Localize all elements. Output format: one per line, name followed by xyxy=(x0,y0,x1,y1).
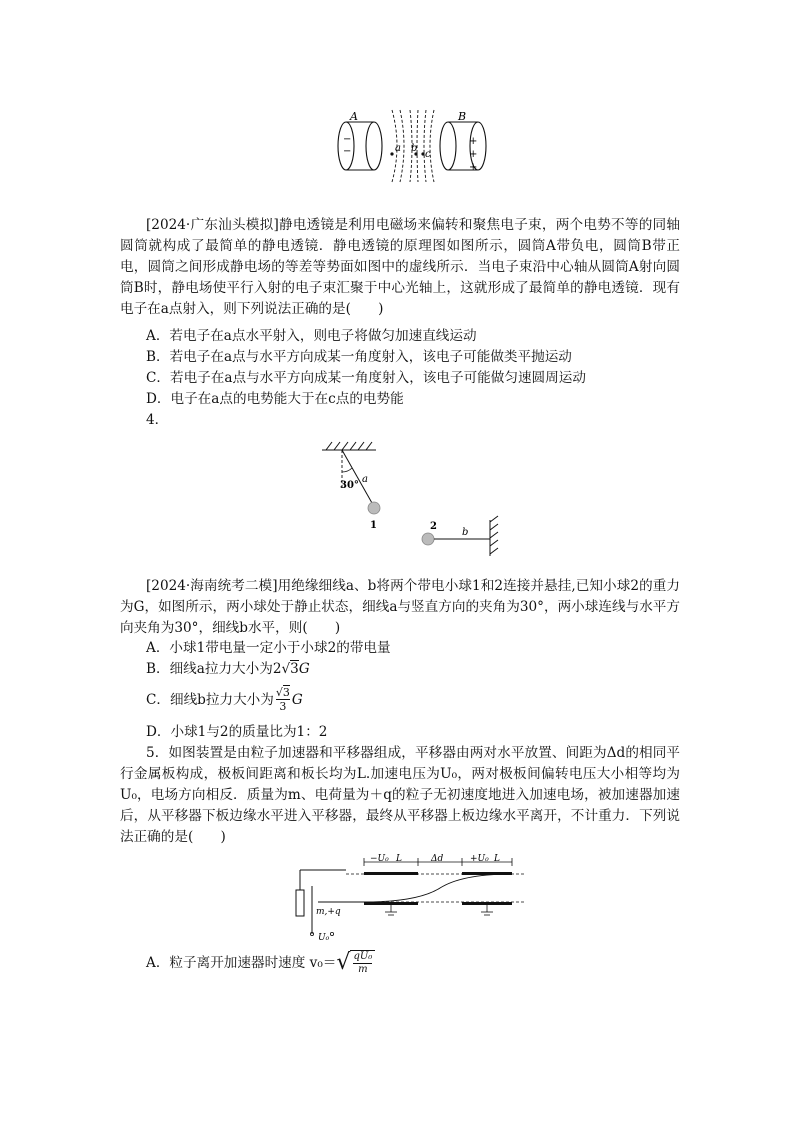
sqrt-symbol: √ xyxy=(336,950,351,975)
q4-option-d: D．小球1与2的质量比为1：2 xyxy=(146,724,328,740)
label-b: b xyxy=(411,143,418,154)
ceiling xyxy=(322,442,376,450)
option-b-coefficient: 2 xyxy=(272,661,282,677)
fraction-denominator: 3 xyxy=(279,700,287,713)
q4-option-a: A．小球1带电量一定小于小球2的带电量 xyxy=(146,640,391,656)
label-a: a xyxy=(395,143,401,154)
label-b: b xyxy=(462,527,469,538)
q3-option-d: D．电子在a点的电势能大于在c点的电势能 xyxy=(146,391,404,407)
ball-1 xyxy=(368,502,380,514)
electrostatic-lens-figure xyxy=(330,108,500,184)
label-a: a xyxy=(362,474,368,485)
ground-icon xyxy=(385,905,493,915)
label-c: c xyxy=(425,149,431,160)
minus-sign: − xyxy=(343,146,352,157)
fraction-numerator: qU₀ xyxy=(353,951,373,962)
option-b-g: G xyxy=(298,661,310,677)
q3-option-c: C．若电子在a点与水平方向成某一角度射入，该电子可能做匀速圆周运动 xyxy=(146,370,586,386)
label-A: A xyxy=(350,110,358,123)
point-a xyxy=(390,152,393,155)
plate-length-label: L xyxy=(396,854,402,864)
option-c-prefix: C．细线b拉力大小为 xyxy=(146,691,274,708)
ball-2 xyxy=(422,533,434,545)
minus-sign: − xyxy=(343,134,352,145)
hanging-balls-figure xyxy=(318,440,508,560)
q4-number: 4． xyxy=(146,412,169,428)
u0-label: U₀ xyxy=(318,933,330,943)
plate-lower-left xyxy=(364,902,418,905)
plate-lower-right xyxy=(462,902,512,905)
particle-trajectory xyxy=(318,874,512,902)
plate-length-label: L xyxy=(494,854,500,864)
minus-u0-label: −U₀ xyxy=(370,854,389,864)
plate-upper-right xyxy=(462,872,512,875)
plus-u0-label: +U₀ xyxy=(470,854,489,864)
sqrt-symbol: √ xyxy=(281,661,291,677)
ball-2-label: 2 xyxy=(430,521,437,532)
plate-upper-left xyxy=(364,872,418,875)
q5-option-a xyxy=(146,950,375,976)
plus-sign: + xyxy=(469,162,478,173)
q3-stem: [2024·广东汕头模拟]静电透镜是利用电磁场来偏转和聚焦电子束，两个电势不等的同轴圆筒就构成了最简单的静电透镜．静电透镜的原理图如图所示，圆筒A带负电，圆筒B带正电，圆筒之间形成静电场的等差等势面如图中的虚线所示．当电子束沿中心轴从圆筒A射向圆筒B时，静电场使平行入射的电子束汇聚于中心光轴上，这就形成了最简单的静电透镜．现有电子在a点射入，则下列说法正确的是( ) xyxy=(120,217,680,317)
option-a-prefix: A．粒子离开加速器时速度 v₀＝ xyxy=(146,955,337,971)
q3-option-a: A．若电子在a点水平射入，则电子将做匀加速直线运动 xyxy=(146,328,477,344)
q5-stem: 5．如图装置是由粒子加速器和平移器组成，平移器由两对水平放置、间距为Δd的相同平行金属板构成，极板间距离和板长均为L.加速电压为U₀，两对极板间偏转电压大小相等均为U₀，电场方向相反．质量为m、电荷量为＋q的粒子无初速度地进入加速电场，被加速器加速后，从平移器下板边缘水平进入平移器，最终从平移器上板边缘水平离开，不计重力．下列说法正确的是( ) xyxy=(120,745,680,845)
accelerator-translator-figure xyxy=(290,848,530,944)
plus-sign: + xyxy=(469,136,478,147)
angle-arc xyxy=(342,468,352,472)
fraction-numerator: √3 xyxy=(275,686,290,699)
q4-stem: [2024·海南统考二模]用绝缘细线a、b将两个带电小球1和2连接并悬挂,已知小球2的重力为G，如图所示，两小球处于静止状态，细线a与竖直方向的夹角为30°，两小球连线与水平方向夹角为30°，细线b水平，则( ) xyxy=(120,578,680,636)
option-a-fraction xyxy=(350,950,375,976)
option-c-fraction xyxy=(276,686,290,713)
wall xyxy=(490,516,498,556)
option-b-radicand: 3 xyxy=(290,661,299,677)
cylinder-b xyxy=(440,122,486,170)
option-b-prefix: B．细线a拉力大小为 xyxy=(146,661,273,677)
fraction-denominator: m xyxy=(358,964,368,975)
q4-option-b xyxy=(146,659,310,679)
delta-d-label: Δd xyxy=(431,854,444,864)
q4-option-c xyxy=(146,686,303,713)
plus-sign: + xyxy=(469,149,478,160)
option-c-g: G xyxy=(291,691,303,708)
q3-option-b: B．若电子在a点与水平方向成某一角度射入，该电子可能做类平抛运动 xyxy=(146,349,572,365)
ball-1-label: 1 xyxy=(370,520,377,531)
particle-label: m,+q xyxy=(316,907,341,917)
angle-label: 30° xyxy=(340,480,359,491)
label-B: B xyxy=(458,110,467,123)
